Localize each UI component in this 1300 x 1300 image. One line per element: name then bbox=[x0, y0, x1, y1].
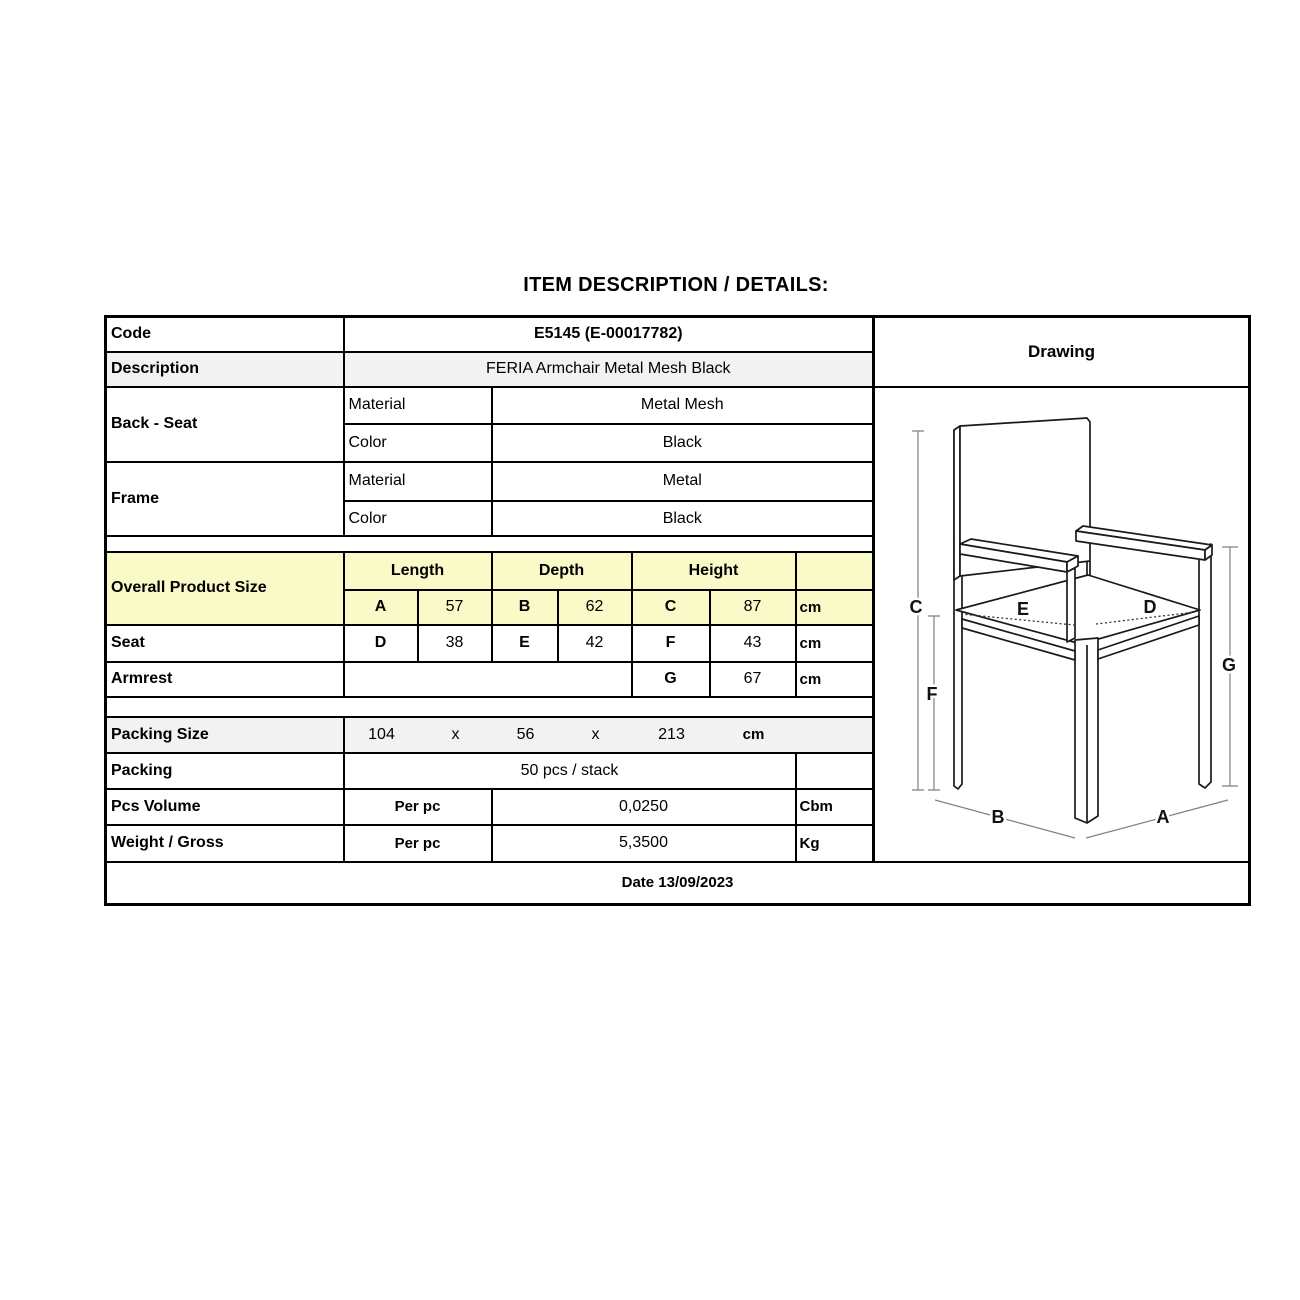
chair-outline bbox=[954, 418, 1212, 823]
packing-size-unit: cm bbox=[742, 726, 765, 743]
armrest-label: Armrest bbox=[106, 662, 344, 697]
weight-label: Weight / Gross bbox=[106, 825, 344, 862]
packing-empty-cell bbox=[796, 753, 874, 789]
spec-table bbox=[104, 315, 1251, 906]
label-E: E bbox=[1017, 598, 1030, 619]
dim-val-C: 87 bbox=[710, 590, 796, 625]
drawing-cell bbox=[874, 387, 1250, 862]
back-seat-color-value: Black bbox=[492, 424, 874, 462]
height-header: Height bbox=[632, 552, 796, 590]
depth-header: Depth bbox=[492, 552, 632, 590]
table-row bbox=[106, 862, 1250, 905]
dim-key-A: A bbox=[344, 590, 418, 625]
dim-key-F: F bbox=[632, 625, 710, 662]
back-seat-color-label: Color bbox=[344, 424, 492, 462]
chair-technical-drawing bbox=[875, 388, 1247, 856]
dim-val-D: 38 bbox=[418, 625, 492, 662]
armrest-unit: cm bbox=[796, 662, 874, 697]
packing-size-v3: 213 bbox=[658, 725, 685, 743]
length-header: Length bbox=[344, 552, 492, 590]
packing-size-row bbox=[345, 726, 873, 744]
seat-unit: cm bbox=[796, 625, 874, 662]
seat-label: Seat bbox=[106, 625, 344, 662]
packing-size-values bbox=[344, 717, 874, 753]
spacer-cell bbox=[106, 697, 874, 717]
chair-back-panel-edge bbox=[954, 426, 960, 580]
back-seat-label: Back - Seat bbox=[106, 387, 344, 462]
blank-header-cell bbox=[796, 552, 874, 590]
code-value: E5145 (E-00017782) bbox=[344, 317, 874, 352]
weight-unit: Kg bbox=[796, 825, 874, 862]
pcs-volume-unit: Cbm bbox=[796, 789, 874, 825]
page-title: ITEM DESCRIPTION / DETAILS: bbox=[523, 274, 829, 296]
frame-material-value: Metal bbox=[492, 462, 874, 502]
table-row bbox=[106, 387, 1250, 424]
chair-right-leg bbox=[1199, 544, 1211, 788]
description-label: Description bbox=[106, 352, 344, 387]
armrest-empty-cell bbox=[344, 662, 632, 697]
overall-size-label: Overall Product Size bbox=[106, 552, 344, 625]
label-D: D bbox=[1143, 596, 1157, 617]
overall-unit: cm bbox=[796, 590, 874, 625]
packing-value: 50 pcs / stack bbox=[344, 753, 796, 789]
weight-value: 5,3500 bbox=[492, 825, 796, 862]
frame-material-label: Material bbox=[344, 462, 492, 502]
packing-size-x2: x bbox=[591, 725, 600, 743]
label-G: G bbox=[1222, 654, 1237, 675]
label-B: B bbox=[991, 806, 1005, 827]
dim-key-E: E bbox=[492, 625, 558, 662]
dim-val-B: 62 bbox=[558, 590, 632, 625]
packing-size-v2: 56 bbox=[516, 725, 535, 743]
spacer-cell bbox=[106, 536, 874, 552]
back-seat-material-value: Metal Mesh bbox=[492, 387, 874, 424]
frame-color-value: Black bbox=[492, 501, 874, 536]
label-A: A bbox=[1156, 806, 1170, 827]
table-row bbox=[106, 317, 1250, 352]
label-F: F bbox=[926, 683, 938, 704]
dim-key-D: D bbox=[344, 625, 418, 662]
packing-size-x1: x bbox=[451, 725, 460, 743]
description-value: FERIA Armchair Metal Mesh Black bbox=[344, 352, 874, 387]
dim-key-C: C bbox=[632, 590, 710, 625]
date-cell: Date 13/09/2023 bbox=[106, 862, 1250, 905]
label-C: C bbox=[909, 596, 923, 617]
frame-color-label: Color bbox=[344, 501, 492, 536]
packing-label: Packing bbox=[106, 753, 344, 789]
frame-label: Frame bbox=[106, 462, 344, 537]
dimension-line-B bbox=[935, 800, 1075, 838]
weight-per: Per pc bbox=[344, 825, 492, 862]
pcs-volume-value: 0,0250 bbox=[492, 789, 796, 825]
chair-armrest-support bbox=[1067, 568, 1075, 642]
dim-val-E: 42 bbox=[558, 625, 632, 662]
code-label: Code bbox=[106, 317, 344, 352]
pcs-volume-per: Per pc bbox=[344, 789, 492, 825]
dim-val-G: 67 bbox=[710, 662, 796, 697]
packing-size-v1: 104 bbox=[368, 725, 395, 743]
dim-val-F: 43 bbox=[710, 625, 796, 662]
dim-key-B: B bbox=[492, 590, 558, 625]
pcs-volume-label: Pcs Volume bbox=[106, 789, 344, 825]
dim-val-A: 57 bbox=[418, 590, 492, 625]
drawing-header: Drawing bbox=[874, 317, 1250, 387]
dim-key-G: G bbox=[632, 662, 710, 697]
back-seat-material-label: Material bbox=[344, 387, 492, 424]
packing-size-label: Packing Size bbox=[106, 717, 344, 753]
